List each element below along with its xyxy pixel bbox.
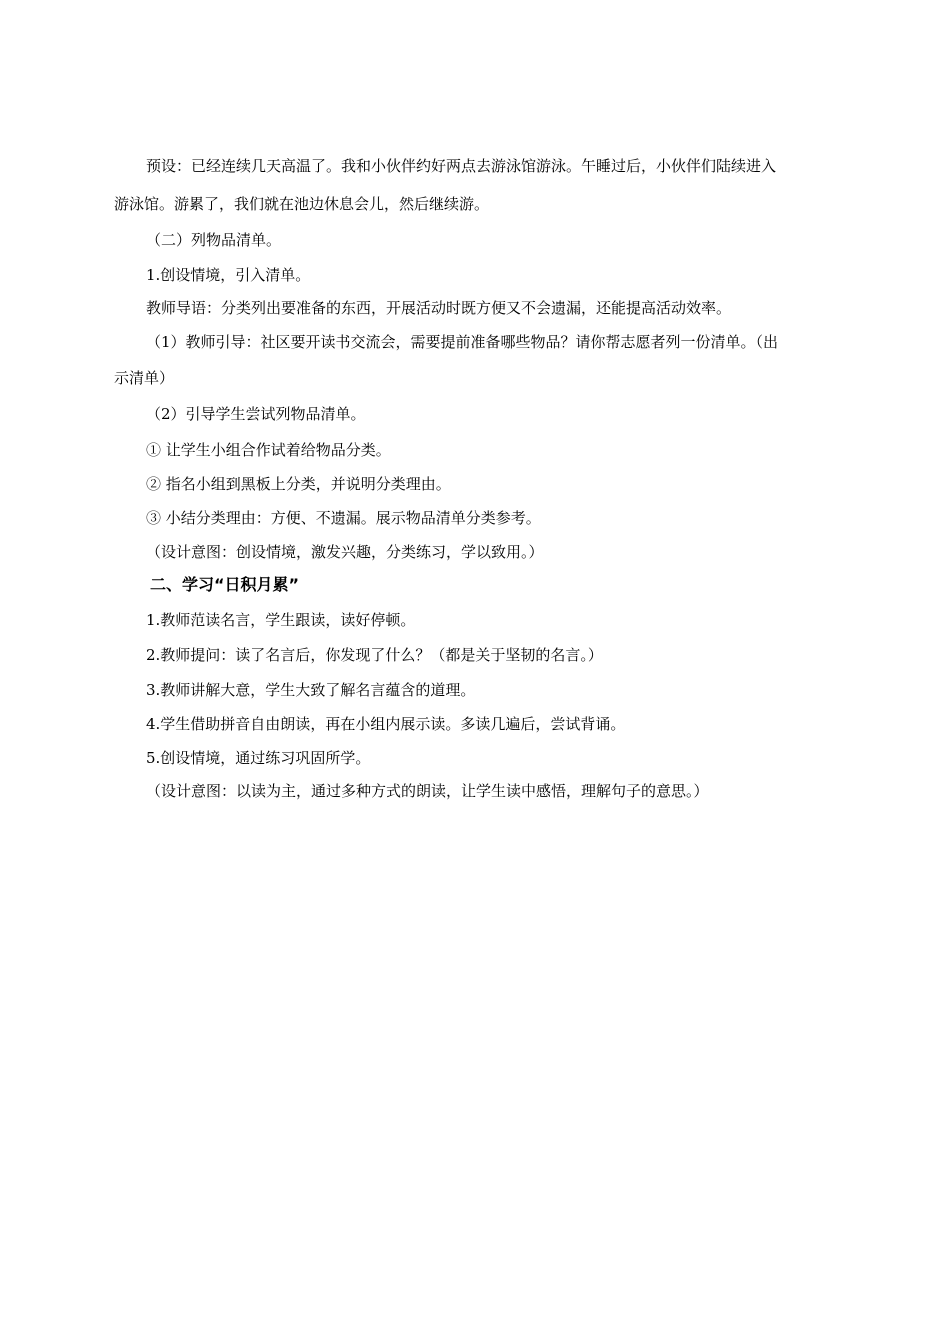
step-3: 3.教师讲解大意，学生大致了解名言蕴含的道理。 bbox=[146, 681, 476, 699]
paragraph-preset-line2: 游泳馆。游累了，我们就在池边休息会儿，然后继续游。 bbox=[114, 195, 490, 213]
step-create-context: 1.创设情境，引入清单。 bbox=[146, 266, 311, 284]
teacher-guide-line1: （1）教师引导：社区要开读书交流会，需要提前准备哪些物品？请你帮志愿者列一份清单。（出 bbox=[146, 333, 779, 351]
teacher-guide-line2: 示清单） bbox=[114, 369, 175, 387]
list-item-3: ③ 小结分类理由：方便、不遗漏。展示物品清单分类参考。 bbox=[146, 509, 541, 527]
step-2: 2.教师提问：读了名言后，你发现了什么？（都是关于坚韧的名言。） bbox=[146, 646, 603, 664]
section-heading: 二、学习“日积月累” bbox=[150, 575, 300, 594]
teacher-intro: 教师导语：分类列出要准备的东西，开展活动时既方便又不会遗漏，还能提高活动效率。 bbox=[146, 299, 732, 317]
subsection-title: （二）列物品清单。 bbox=[146, 231, 282, 249]
design-intent-2: （设计意图：以读为主，通过多种方式的朗读，让学生读中感悟，理解句子的意思。） bbox=[146, 782, 709, 800]
paragraph-preset-line1: 预设：已经连续几天高温了。我和小伙伴约好两点去游泳馆游泳。午睡过后，小伙伴们陆续进入 bbox=[146, 157, 777, 175]
step-4: 4.学生借助拼音自由朗读，再在小组内展示读。多读几遍后，尝试背诵。 bbox=[146, 715, 626, 733]
guide-students: （2）引导学生尝试列物品清单。 bbox=[146, 405, 366, 423]
step-1: 1.教师范读名言，学生跟读，读好停顿。 bbox=[146, 611, 416, 629]
list-item-2: ② 指名小组到黑板上分类，并说明分类理由。 bbox=[146, 475, 451, 493]
step-5: 5.创设情境，通过练习巩固所学。 bbox=[146, 749, 371, 767]
list-item-1: ① 让学生小组合作试着给物品分类。 bbox=[146, 441, 391, 459]
design-intent-1: （设计意图：创设情境，激发兴趣，分类练习，学以致用。） bbox=[146, 543, 544, 561]
